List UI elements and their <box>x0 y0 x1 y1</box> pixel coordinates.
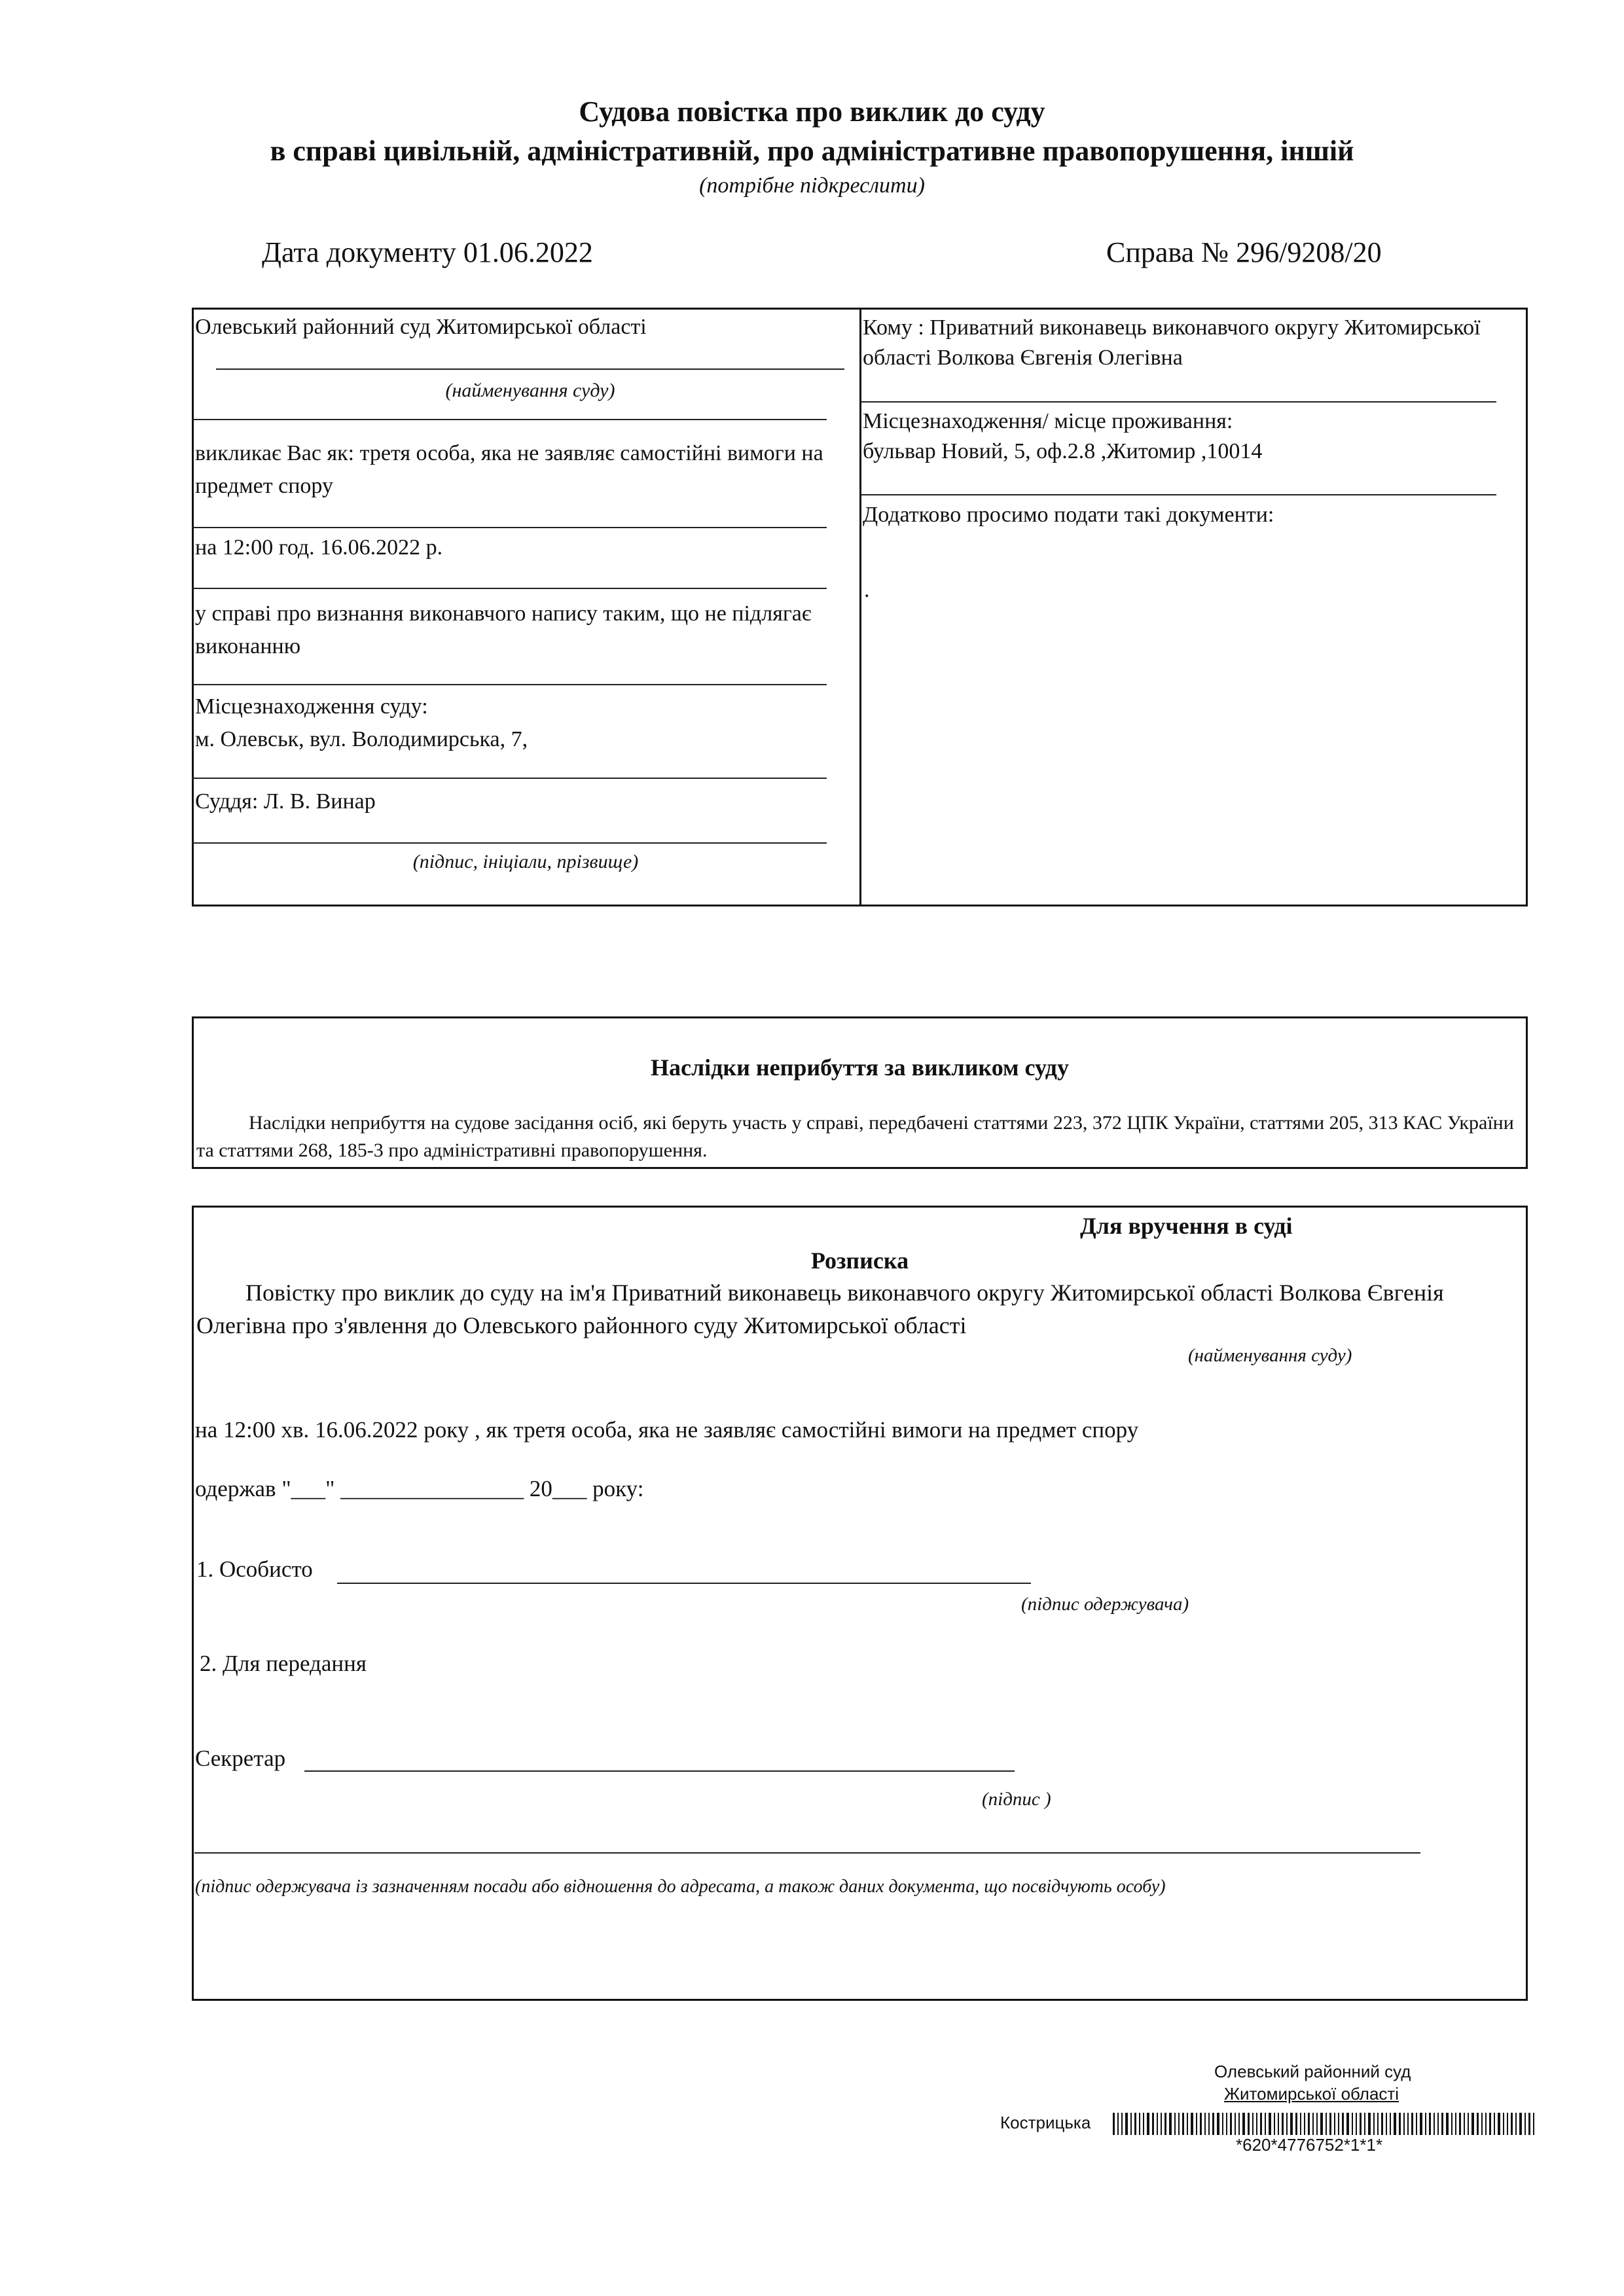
barcode-bar <box>1235 2113 1236 2135</box>
personal-signature-caption: (підпис одержувача) <box>1021 1594 1189 1615</box>
documents-value: . <box>864 578 870 602</box>
barcode-bar <box>1416 2113 1417 2135</box>
judge-signature-caption: (підпис, ініціали, прізвище) <box>412 851 639 872</box>
barcode-bar <box>1420 2113 1422 2135</box>
barcode-bar <box>1459 2113 1461 2135</box>
rule <box>192 588 827 589</box>
barcode-bar <box>1125 2113 1128 2135</box>
barcode-bar <box>1204 2113 1206 2135</box>
barcode-bar <box>1182 2113 1184 2135</box>
barcode-bar <box>1368 2113 1371 2135</box>
barcode-bar <box>1191 2113 1193 2135</box>
rule <box>861 494 1496 495</box>
court-location-label: Місцезнаходження суду: <box>195 694 428 719</box>
barcode-bar <box>1437 2113 1439 2135</box>
barcode-bar <box>1334 2113 1335 2135</box>
barcode-bar <box>1519 2113 1522 2135</box>
barcode-bar <box>1477 2113 1479 2135</box>
barcode-bar <box>1525 2113 1526 2135</box>
barcode-bar <box>1121 2113 1123 2135</box>
barcode-bar <box>1511 2113 1513 2135</box>
barcode-bar <box>1403 2113 1405 2135</box>
secretary-signature-caption: (підпис ) <box>982 1789 1051 1810</box>
barcode-text: *620*4776752*1*1* <box>1236 2135 1383 2155</box>
barcode-bar <box>1338 2113 1339 2135</box>
barcode-bar <box>1256 2113 1257 2135</box>
barcode-bar <box>1169 2113 1172 2135</box>
barcode-bar <box>1464 2113 1465 2135</box>
barcode-bar <box>1260 2113 1262 2135</box>
rule <box>192 778 827 779</box>
barcode-bar <box>1471 2113 1474 2135</box>
barcode-bar <box>1217 2113 1219 2135</box>
barcode-bar <box>1226 2113 1227 2135</box>
barcode-bar <box>1515 2113 1517 2135</box>
rule <box>192 527 827 528</box>
document-date: Дата документу 01.06.2022 <box>262 236 593 268</box>
barcode-bar <box>1222 2113 1223 2135</box>
barcode-bar <box>1212 2113 1214 2135</box>
barcode-bar <box>1308 2113 1310 2135</box>
receipt-time-line: на 12:00 хв. 16.06.2022 року , як третя особа, яка не заявляє самостійні вимоги на предмет спору <box>195 1417 1139 1443</box>
barcode-bar <box>1390 2113 1391 2135</box>
barcode-bar <box>1373 2113 1375 2135</box>
stamp-court-name: Олевський районний суд <box>1214 2062 1411 2081</box>
barcode-bar <box>1208 2113 1210 2135</box>
consequences-title: Наслідки неприбуття за викликом суду <box>651 1054 1069 1081</box>
barcode-bar <box>1360 2113 1362 2135</box>
barcode-bar <box>1312 2113 1314 2135</box>
barcode-bar <box>1230 2113 1232 2135</box>
recipient-to: Кому : Приватний виконавець виконавчого округу Житомирської області Волкова Євгенія Олегівна <box>863 315 1481 370</box>
barcode-bar <box>1200 2113 1202 2135</box>
document-subtitle: в справі цивільній, адміністративній, про адміністративне правопорушення, іншій <box>270 135 1354 167</box>
barcode-bar <box>1494 2113 1495 2135</box>
barcode-bar <box>1252 2113 1254 2135</box>
title-note: (потрібне підкреслити) <box>699 173 925 198</box>
recipient-address-label: Місцезнаходження/ місце проживання: <box>863 409 1233 433</box>
barcode-bar <box>1164 2113 1166 2135</box>
barcode-bar <box>1507 2113 1508 2135</box>
barcode-bar <box>1113 2113 1115 2135</box>
recipient-address-value: бульвар Новий, 5, оф.2.8 ,Житомир ,10014 <box>863 439 1263 463</box>
barcode-bar <box>1329 2113 1331 2135</box>
barcode-bar <box>1503 2113 1504 2135</box>
summons-box-divider <box>859 308 861 906</box>
barcode-bar <box>1407 2113 1409 2135</box>
barcode-bar <box>1174 2113 1176 2135</box>
barcode-bar <box>1278 2113 1279 2135</box>
receipt-body: Повістку про виклик до суду на ім'я Приватний виконавець виконавчого округу Житомирської області Волкова Євгенія Олегівна про з'явлення до Олевського районного суду Житомирської області <box>196 1280 1444 1338</box>
transfer-label: 2. Для передання <box>200 1651 367 1676</box>
rule <box>192 684 827 685</box>
barcode-bar <box>1286 2113 1288 2135</box>
barcode-bar <box>1161 2113 1162 2135</box>
judge-name: Суддя: Л. В. Винар <box>195 789 376 814</box>
receipt-title: Розписка <box>810 1247 909 1274</box>
barcode-bar <box>1320 2113 1323 2135</box>
barcode-bar <box>1300 2113 1301 2135</box>
personal-label: 1. Особисто <box>196 1556 313 1582</box>
court-name: Олевський районний суд Житомирської області <box>195 315 647 339</box>
barcode-bar <box>1282 2113 1284 2135</box>
barcode-bar <box>1441 2113 1443 2135</box>
secretary-label: Секретар <box>195 1746 286 1771</box>
barcode-bar <box>1274 2113 1275 2135</box>
court-name-rule <box>216 368 844 370</box>
barcode-bar <box>1178 2113 1180 2135</box>
barcode-bar <box>1434 2113 1435 2135</box>
barcode-bar <box>1498 2113 1500 2135</box>
barcode-bar <box>1346 2113 1349 2135</box>
barcode-bar <box>1411 2113 1413 2135</box>
barcode <box>1113 2113 1538 2135</box>
clerk-name: Кострицька <box>1000 2113 1091 2132</box>
barcode-bar <box>1269 2113 1271 2135</box>
barcode-bar <box>1152 2113 1154 2135</box>
barcode-bar <box>1238 2113 1240 2135</box>
recipient-signature-caption: (підпис одержувача із зазначенням посади або відношення до адресата, а також даних документа, що посвідчують особу) <box>195 1876 1166 1897</box>
rule <box>192 419 827 420</box>
barcode-bar <box>1187 2113 1188 2135</box>
document-title: Судова повістка про виклик до суду <box>579 96 1045 128</box>
barcode-bar <box>1242 2113 1245 2135</box>
barcode-bar <box>1489 2113 1491 2135</box>
barcode-bar <box>1143 2113 1144 2135</box>
received-date-line: одержав "___" ________________ 20___ року: <box>195 1476 644 1501</box>
barcode-bar <box>1157 2113 1158 2135</box>
personal-signature-line <box>337 1583 1031 1584</box>
barcode-bar <box>1528 2113 1530 2135</box>
barcode-bar <box>1304 2113 1305 2135</box>
barcode-bar <box>1386 2113 1387 2135</box>
rule <box>861 401 1496 403</box>
barcode-bar <box>1134 2113 1136 2135</box>
barcode-bar <box>1468 2113 1469 2135</box>
barcode-bar <box>1196 2113 1197 2135</box>
barcode-bar <box>1364 2113 1365 2135</box>
barcode-bar <box>1316 2113 1318 2135</box>
consequences-text: Наслідки неприбуття на судове засідання осіб, які беруть участь у справі, передбачені статтями 223, 372 ЦПК України, статтями 205, 313 КАС України та статтями 268, 185-3 про адміністративні правопорушення. <box>196 1112 1514 1161</box>
recipient-signature-line <box>194 1852 1420 1854</box>
rule <box>192 842 827 844</box>
secretary-signature-line <box>304 1770 1015 1772</box>
barcode-bar <box>1446 2113 1449 2135</box>
documents-label: Додатково просимо подати такі документи: <box>863 503 1274 527</box>
barcode-bar <box>1342 2113 1344 2135</box>
calls-as: викликає Вас як: третя особа, яка не заявляє самостійні вимоги на предмет спору <box>195 441 823 498</box>
barcode-bar <box>1147 2113 1149 2135</box>
hearing-time: на 12:00 год. 16.06.2022 р. <box>195 535 443 560</box>
barcode-bar <box>1429 2113 1431 2135</box>
barcode-bar <box>1265 2113 1266 2135</box>
barcode-bar <box>1455 2113 1456 2135</box>
case-subject: у справі про визнання виконавчого напису таким, що не підлягає виконанню <box>195 601 812 658</box>
barcode-bar <box>1533 2113 1534 2135</box>
barcode-bar <box>1356 2113 1357 2135</box>
barcode-bar <box>1399 2113 1401 2135</box>
barcode-bar <box>1139 2113 1140 2135</box>
barcode-bar <box>1130 2113 1132 2135</box>
barcode-bar <box>1485 2113 1487 2135</box>
receipt-court-caption: (найменування суду) <box>1188 1345 1352 1366</box>
barcode-bar <box>1377 2113 1379 2135</box>
barcode-bar <box>1352 2113 1353 2135</box>
barcode-bar <box>1481 2113 1483 2135</box>
barcode-bar <box>1381 2113 1383 2135</box>
barcode-bar <box>1394 2113 1396 2135</box>
case-number: Справа № 296/9208/20 <box>1106 236 1382 268</box>
barcode-bar <box>1425 2113 1426 2135</box>
barcode-bar <box>1451 2113 1453 2135</box>
barcode-bar <box>1117 2113 1119 2135</box>
for-court-label: Для вручення в суді <box>1080 1213 1293 1239</box>
stamp-region: Житомирської області <box>1224 2084 1399 2104</box>
barcode-bar <box>1326 2113 1327 2135</box>
court-location-value: м. Олевськ, вул. Володимирська, 7, <box>195 727 528 751</box>
barcode-bar <box>1248 2113 1250 2135</box>
barcode-bar <box>1295 2113 1297 2135</box>
court-name-caption: (найменування суду) <box>445 380 615 401</box>
barcode-bar <box>1290 2113 1293 2135</box>
